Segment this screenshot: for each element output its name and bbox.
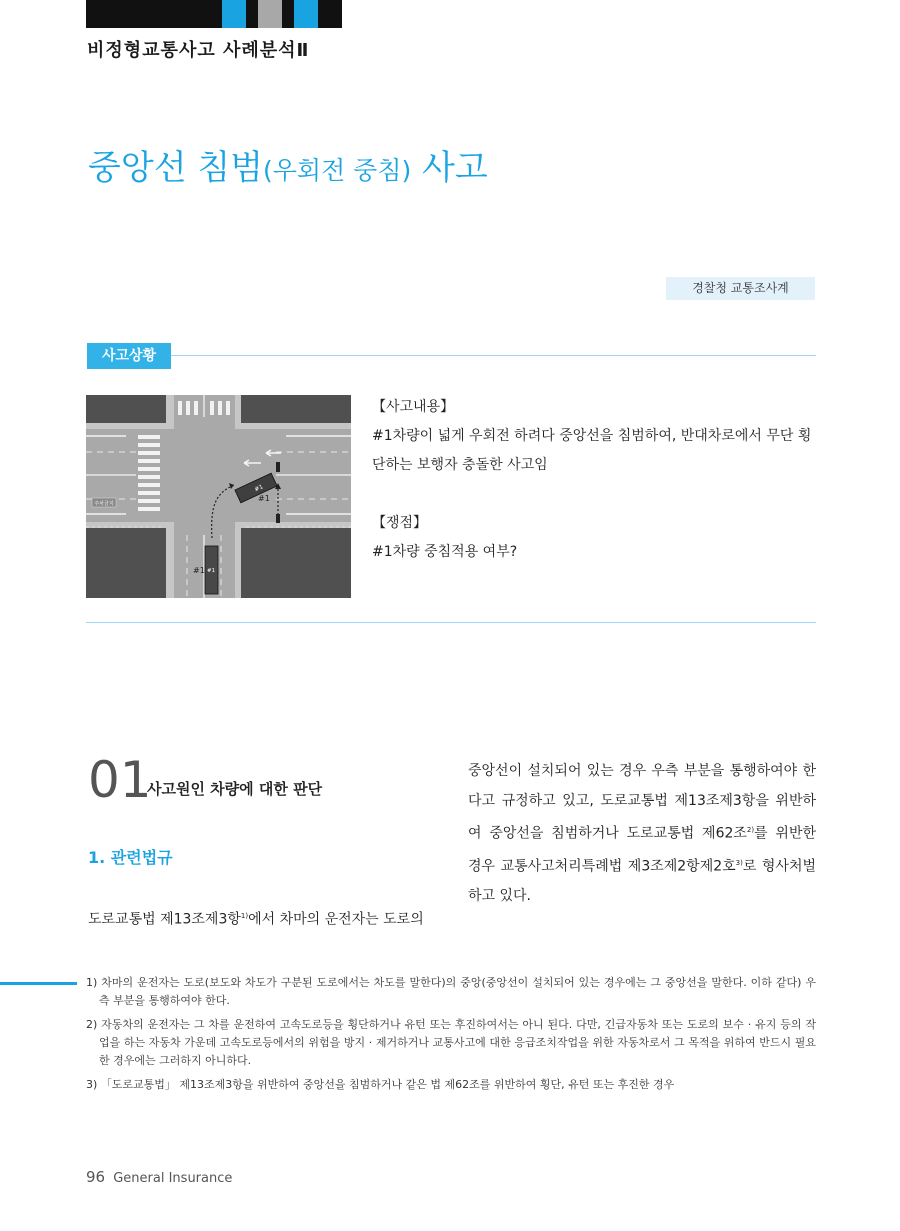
- body-text-right-c: 로 형사처벌하고 있다.: [468, 858, 816, 905]
- bar-segment: [282, 0, 294, 28]
- situation-label: 사고상황: [87, 343, 171, 369]
- bar-segment: [246, 0, 258, 28]
- title-end: 사고: [411, 148, 488, 188]
- bar-segment: [318, 0, 342, 28]
- subsection-heading: 1. 관련법규: [88, 848, 173, 867]
- svg-text:#1: #1: [253, 483, 265, 494]
- body-text-right: [468, 757, 816, 912]
- section-rule: [171, 355, 816, 356]
- vehicle-label-start: #1: [193, 566, 205, 575]
- body-text-left-a: 도로교통법 제13조제3항: [88, 911, 241, 928]
- footnote-1: 1) 차마의 운전자는 도로(보도와 차도가 구분된 도로에서는 차도를 말한다)의 중앙(중앙선이 설치되어 있는 경우에는 그 중앙선을 말한다. 이하 같다) 우측 부분을 통행하여야 한다.: [86, 976, 816, 1007]
- corner-block-bl: [86, 528, 166, 598]
- footnotes: [86, 974, 816, 1100]
- corner-block-tr: [241, 395, 351, 423]
- author-badge: 경찰청 교통조사계: [666, 277, 815, 300]
- issue-heading: 【쟁점】: [372, 515, 428, 531]
- bar-segment: [222, 0, 246, 28]
- footnote-ref-1[interactable]: 1): [240, 912, 249, 920]
- footnote-ref-2[interactable]: 2): [746, 826, 755, 834]
- footnote-divider: [0, 982, 77, 985]
- footnote-2: 2) 자동차의 운전자는 그 차를 운전하여 고속도로등을 횡단하거나 유턴 또는 후진하여서는 아니 된다. 다만, 긴급자동차 또는 도로의 보수 · 유지 등의 작업을 하는 자동차 가운데 고속도로등에서의 위험을 방지 · 제거하거나 교통사고에 대한 응급조치작업을 위한 자동차로서 그 목적을 위하여 반드시 필요한 경우에는 그러하지 아니하다.: [86, 1018, 816, 1067]
- body-text-left-b: 에서 차마의 운전자는 도로의: [248, 911, 424, 928]
- content-heading: 【사고내용】: [372, 399, 455, 415]
- content-body: #1차량이 넓게 우회전 하려다 중앙선을 침범하여, 반대차로에서 무단 횡단하는 보행자 충돌한 사고임: [372, 428, 812, 473]
- situation-text: [372, 393, 817, 567]
- title-paren: (우회전 중침): [263, 156, 412, 185]
- vehicle-1-start: [205, 546, 218, 594]
- publication-name: General Insurance: [113, 1171, 233, 1186]
- pedestrian-figure: [276, 462, 280, 472]
- bar-segment: [86, 0, 222, 28]
- body-text-right-b: 를 위반한 경우 교통사고처리특례법 제3조제2항제2호: [468, 825, 817, 875]
- corner-block-br: [241, 528, 351, 598]
- section-title: 비정형교통사고 사례분석Ⅱ: [87, 40, 310, 61]
- section-number: 01: [88, 751, 152, 809]
- vehicle-label-collision: #1: [258, 494, 270, 503]
- page-footer: [86, 1168, 232, 1186]
- intersection-diagram: [86, 395, 351, 598]
- bar-segment: [294, 0, 318, 28]
- footnote-3: 3) 「도로교통법」 제13조제3항을 위반하여 중앙선을 침범하거나 같은 법 제62조를 위반하여 횡단, 유턴 또는 후진한 경우: [86, 1078, 675, 1091]
- body-text-right-a: 중앙선이 설치되어 있는 경우 우측 부분을 통행하여야 한다고 규정하고 있고, 도로교통법 제13조제3항을 위반하여 중앙선을 침범하거나 도로교통법 제62조: [468, 763, 816, 842]
- page-number: 96: [86, 1168, 106, 1186]
- body-text-left: [88, 903, 438, 933]
- section-heading: 사고원인 차량에 대한 판단: [147, 780, 323, 798]
- corner-block-tl: [86, 395, 166, 423]
- page-title: [88, 140, 488, 189]
- footnote-ref-3[interactable]: 3): [735, 859, 743, 868]
- bar-segment: [258, 0, 282, 28]
- road-sign-text: 주차금지: [94, 501, 114, 507]
- header-color-bar: [86, 0, 342, 28]
- title-main: 중앙선 침범: [88, 148, 264, 188]
- svg-text:#1: #1: [207, 568, 216, 574]
- section-bottom-rule: [86, 622, 816, 623]
- issue-body: #1차량 중침적용 여부?: [372, 544, 518, 560]
